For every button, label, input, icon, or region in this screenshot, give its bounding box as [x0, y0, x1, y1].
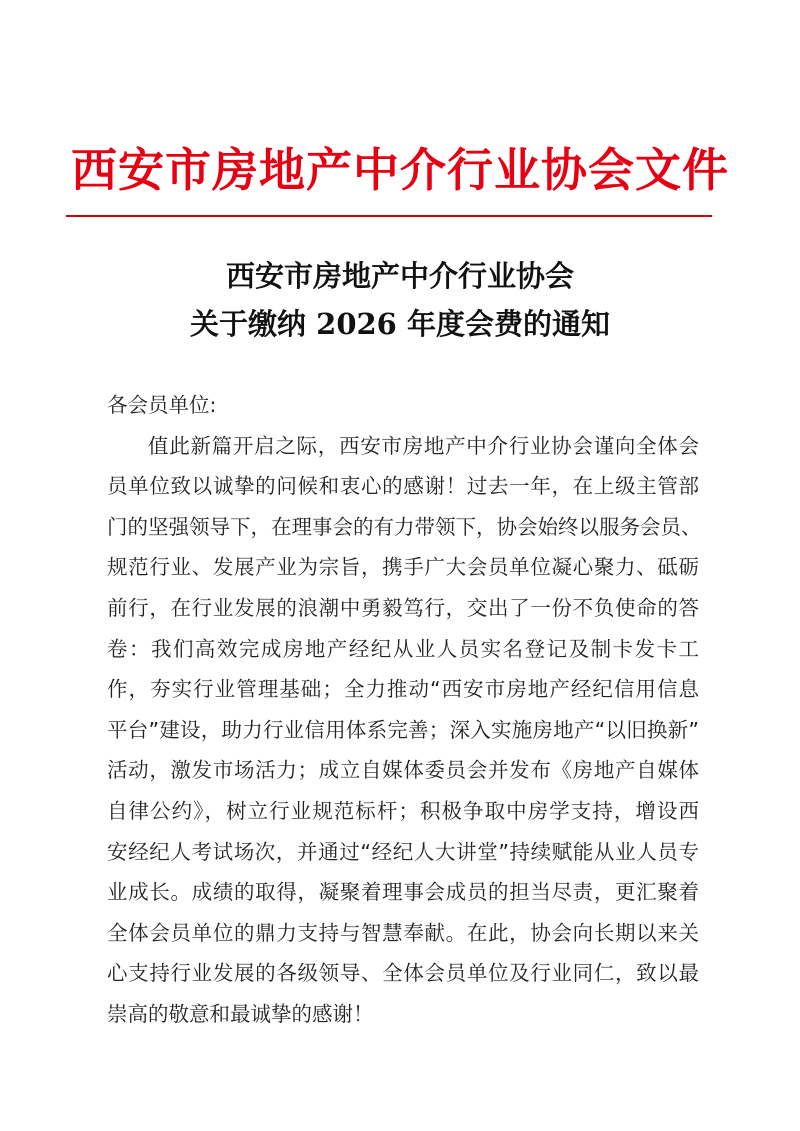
notice-title-line-1: 西安市房地产中介行业协会: [225, 259, 574, 293]
paragraph-line: 作，夯实行业管理基础；全力推动“西安市房地产经纪信用信息: [107, 677, 699, 702]
notice-body: [107, 385, 702, 1035]
paragraph-line: 门的坚强领导下，在理事会的有力带领下，协会始终以服务会员、: [107, 514, 702, 539]
paragraph-line: 全体会员单位的鼎力支持与智慧奉献。在此，协会向长期以来关: [107, 920, 699, 945]
paragraph-line: 自律公约》，树立行业规范标杆；积极争取中房学支持，增设西: [107, 798, 699, 823]
paragraph-line: 规范行业、发展产业为宗旨，携手广大会员单位凝心聚力、砥砺: [107, 555, 699, 580]
paragraph-line: 值此新篇开启之际，西安市房地产中介行业协会谨向全体会: [148, 433, 699, 458]
paragraph-line: 活动，激发市场活力；成立自媒体委员会并发布《房地产自媒体: [107, 758, 699, 783]
paragraph-line: 卷：我们高效完成房地产经纪从业人员实名登记及制卡发卡工: [107, 636, 699, 661]
notice-title: [0, 252, 800, 348]
paragraph-line: 前行，在行业发展的浪潮中勇毅笃行，交出了一份不负使命的答: [107, 595, 699, 620]
paragraph-line: 员单位致以诚挚的问候和衷心的感谢！过去一年，在上级主管部: [107, 474, 699, 499]
paragraph-line: 业成长。成绩的取得，凝聚着理事会成员的担当尽责，更汇聚着: [107, 880, 699, 905]
notice-title-line-2: 关于缴纳 2026 年度会费的通知: [190, 307, 610, 341]
salutation: 各会员单位:: [107, 393, 217, 417]
paragraph-line: 心支持行业发展的各级领导、全体会员单位及行业同仁，致以最: [107, 961, 699, 986]
paragraph-line: 平台”建设，助力行业信用体系完善；深入实施房地产“以旧换新”: [107, 717, 699, 742]
masthead-red-rule: [66, 215, 712, 217]
paragraph-line: 安经纪人考试场次，并通过“经纪人大讲堂”持续赋能从业人员专: [107, 839, 699, 864]
paragraph-line: 崇高的敬意和最诚挚的感谢！: [107, 1001, 374, 1026]
masthead-title: 西安市房地产中介行业协会文件: [71, 143, 729, 197]
